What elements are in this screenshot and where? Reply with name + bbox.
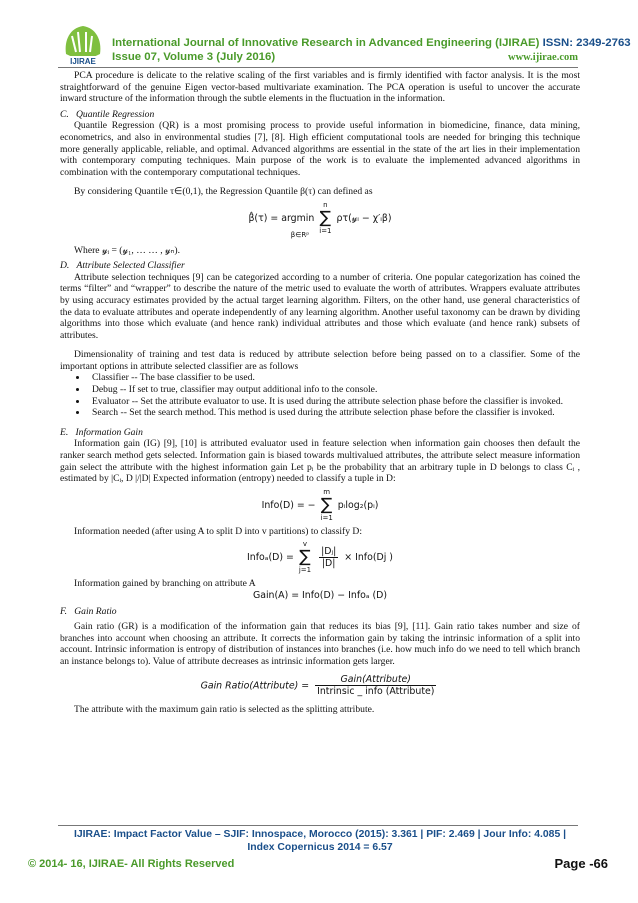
journal-url[interactable]: www.ijirae.com: [508, 52, 578, 63]
journal-name: International Journal of Innovative Research in Advanced Engineering (IJIRAE): [112, 37, 540, 49]
paragraph-info-gained: Information gained by branching on attribute A: [74, 578, 256, 590]
paragraph-quantile-regression: Quantile Regression (QR) is a most promising process to provide useful information in biomedicine, finance, data mining, econometrics, and also in environmental studies [7], [8]. High efficient computational tools are needed for bringing this technique more generally applicable, reliable, and optimal. Advanced algorithms are essential in the state of the art lies in their implementation with contemporary computing techniques. Main purpose of the work is to evaluate the implemented advanced algorithms in combination with the contemporary computational techniques.: [60, 120, 580, 178]
eq-info-lhs: Info(D) = −: [261, 499, 316, 511]
paragraph-pca: PCA procedure is delicate to the relative scaling of the first variables and is firmly identified with factor analysis. It is the most straightforward of the genuine Eigen vector-based multivariate examination. The PCA operation is useful to uncover the accurate inward structure of the information through the subtle elements in the fluctuation in the information.: [60, 70, 580, 105]
journal-logo: [58, 22, 108, 68]
fraction-denominator: Intrinsic _ info (Attribute): [317, 686, 435, 698]
eq-gr-lhs: Gain Ratio(Attribute) =: [200, 680, 310, 692]
sum-upper-limit: n: [323, 200, 328, 209]
equation-gain-ratio: [60, 674, 580, 698]
footer-impact: [60, 828, 580, 854]
sum-lower-limit: j=1: [298, 566, 312, 575]
paragraph-gain-ratio: Gain ratio (GR) is a modification of the information gain that reduces its bias [9], [11]. Gain ratio takes number and size of branches into account when choosing an attribute. It corrects the information gain by taking the intrinsic information of a split into account. Intrinsic information is entropy of distribution of instances into branches (i.e. how much info do we need to tell which branch an instance belongs to). Value of attribute decreases as intrinsic information gets larger.: [60, 621, 580, 667]
sum-upper-limit: m: [323, 487, 331, 496]
section-heading-c: C. Quantile Regression: [60, 108, 155, 120]
header-divider: [58, 67, 578, 68]
summation-symbol: n ∑ i=1: [319, 200, 332, 235]
eq-beta-rhs: ρτ(𝓎ᵢ − χ′ᵢβ): [336, 212, 392, 224]
section-heading-d: D. Attribute Selected Classifier: [60, 260, 185, 272]
sum-lower-limit: i=1: [319, 226, 332, 235]
equation-info-a: [60, 540, 580, 575]
paragraph-dimensionality: Dimensionality of training and test data is reduced by attribute selection before being passed on to a classifier. Some of the important options in attribute selected classifier are as follows: [60, 349, 580, 372]
page-number: Page -66: [554, 856, 608, 871]
list-item: • Search -- Set the search method. This method is used during the attribute selection phase before the classifier is invoked.: [88, 407, 580, 419]
eq-beta-lhs: β̂(τ) = argmin: [248, 212, 315, 224]
eq-beta-subscript: β∈Rᵖ: [290, 230, 310, 239]
fraction-gain-ratio: [315, 674, 436, 698]
list-item: • Classifier -- The base classifier to be used.: [88, 372, 580, 384]
footer-impact-line2: Index Copernicus 2014 = 6.57: [247, 842, 393, 853]
issn: ISSN: 2349-2763: [542, 37, 631, 49]
equation-info-d: [60, 488, 580, 523]
eq-info-rhs: pᵢlog₂(pᵢ): [337, 499, 379, 511]
fraction-dj-d: [319, 546, 338, 570]
paragraph-final: The attribute with the maximum gain ratio is selected as the splitting attribute.: [74, 703, 375, 715]
paragraph-information-gain: Information gain (IG) [9], [10] is attributed evaluator used in feature selection when information gain chooses then default the ranker search method gets selected. Information gain is biased towards multivalued attributes, the attribute select measure information gain select the attribute with the highest information gain Let pᵢ be the probability that an arbitrary tuple in D belongs to class Cᵢ , estimated by |Cᵢ, D |/|D| Expected information (entropy) needed to classify a tuple in D:: [60, 438, 580, 485]
list-item: • Evaluator -- Set the attribute evaluator to use. It is used during the attribute selection phase before the classifier is invoked.: [88, 396, 580, 408]
journal-title: [112, 37, 631, 49]
fraction-denominator: |D|: [321, 558, 336, 570]
fraction-numerator: |Dⱼ|: [321, 545, 337, 557]
footer-copyright: © 2014- 16, IJIRAE- All Rights Reserved: [28, 858, 235, 870]
section-heading-e: E. Information Gain: [60, 426, 143, 438]
options-list: [60, 372, 580, 418]
eq-info-a-rhs: × Info(Dj ): [344, 552, 393, 564]
list-item: • Debug -- If set to true, classifier may output additional info to the console.: [88, 384, 580, 396]
footer-divider: [58, 825, 578, 826]
page-header: [0, 0, 638, 70]
summation-symbol: m ∑ i=1: [320, 487, 333, 522]
svg-text:IJIRAE: IJIRAE: [70, 57, 96, 66]
sum-upper-limit: v: [302, 540, 308, 549]
article-body: [60, 70, 580, 715]
paragraph-info-needed: Information needed (after using A to split D into v partitions) to classify D:: [74, 525, 363, 537]
fraction-numerator: Gain(Attribute): [315, 674, 436, 687]
paragraph-attribute-selection: Attribute selection techniques [9] can be categorized according to a number of criteria. One popular categorization has coined the terms “filter” and “wrapper” to describe the nature of the metric used to evaluate the worth of attributes. Wrappers evaluate attributes by using accuracy estimates provided by the actual target learning algorithm. Filters, on the other hand, use general characteristics of the data to evaluate attributes and operate independently of any learning algorithm. Another useful taxonomy can be drawn by dividing algorithms into those which evaluate (and hence rank) individual attributes and those which evaluate (and hence rank) subsets of attributes.: [60, 271, 580, 341]
paragraph-considering-quantile: By considering Quantile τ∈(0,1), the Regression Quantile β(τ) can defined as: [74, 186, 373, 198]
section-heading-f: F. Gain Ratio: [60, 605, 117, 617]
summation-symbol: v ∑ j=1: [298, 540, 312, 575]
paragraph-where: Where 𝓎ᵢ = (𝓎₁, … … , 𝓎ₙ).: [74, 244, 180, 256]
issue-info: Issue 07, Volume 3 (July 2016): [112, 51, 276, 63]
eq-info-a-lhs: Infoₐ(D) =: [247, 552, 294, 564]
equation-regression-quantile: [60, 201, 580, 242]
sum-lower-limit: i=1: [320, 513, 333, 522]
equation-gain: Gain(A) = Info(D) − Infoₐ (D): [252, 590, 388, 601]
footer-impact-line1: IJIRAE: Impact Factor Value – SJIF: Innospace, Morocco (2015): 3.361 | PIF: 2.469 | Jour Info: 4.085 |: [73, 829, 567, 840]
